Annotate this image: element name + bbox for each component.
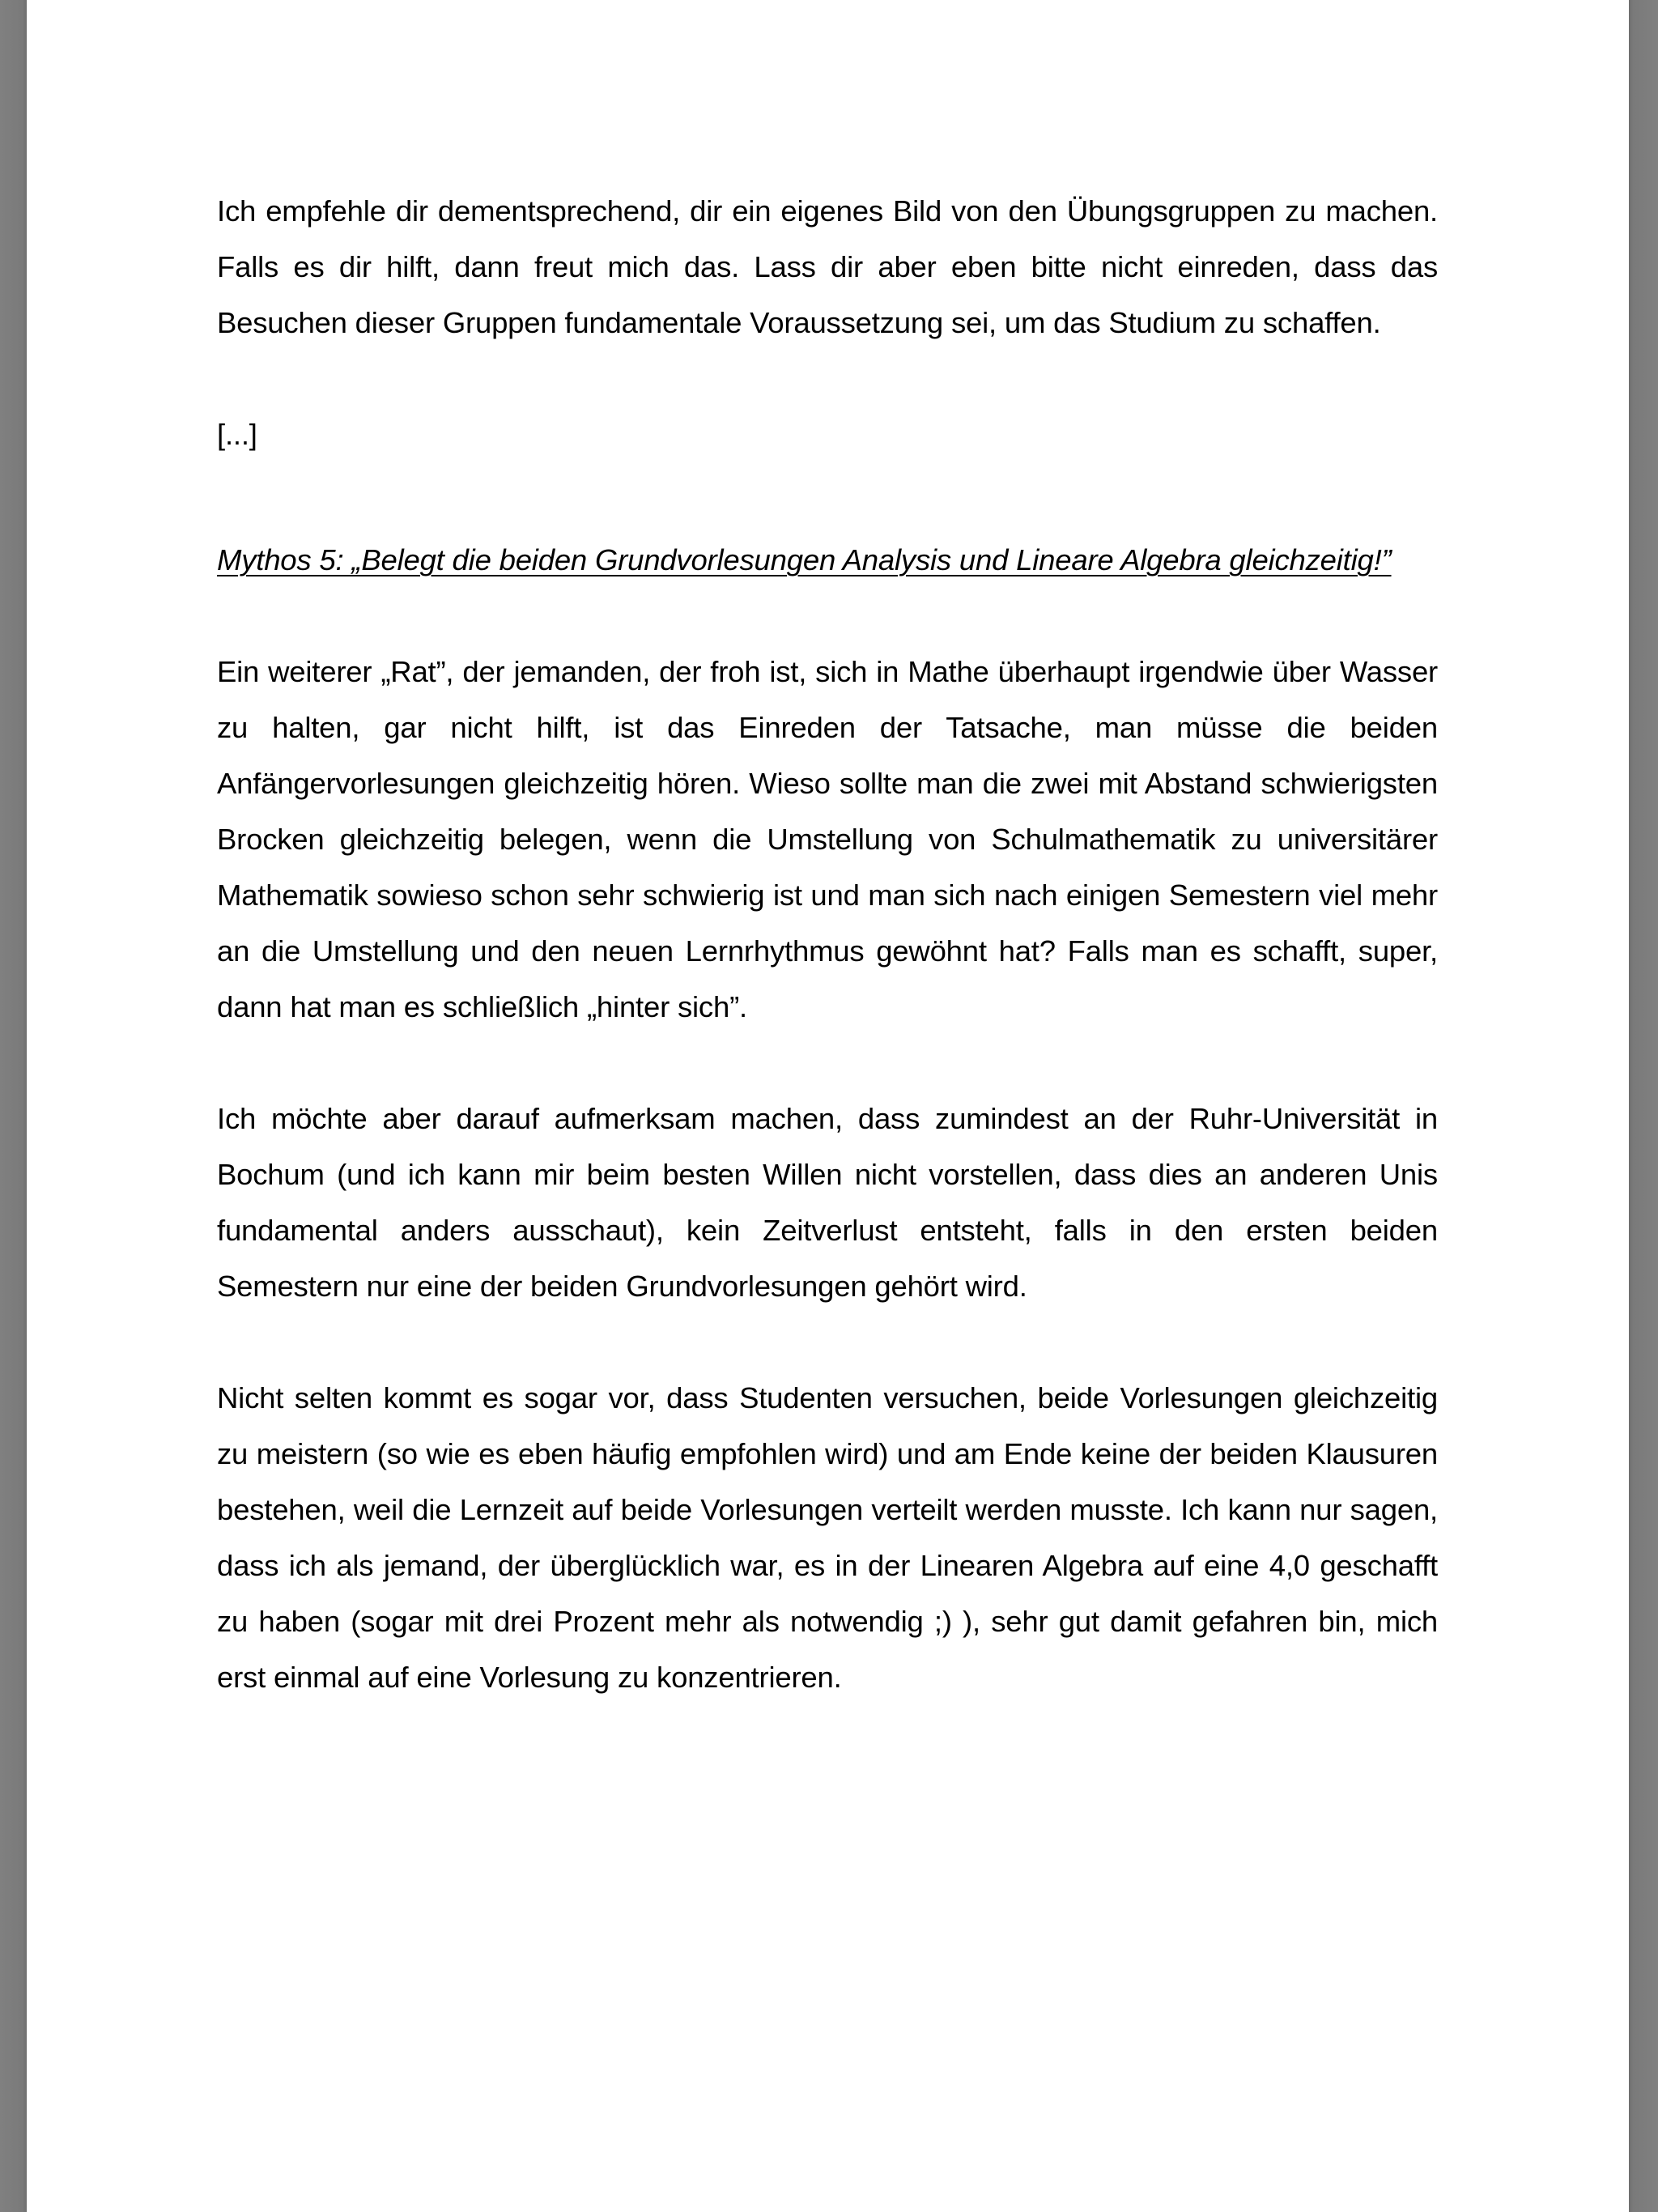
paragraph-nicht-selten: Nicht selten kommt es sogar vor, dass Studenten versuchen, beide Vorlesungen gleichzeitig zu meistern (so wie es eben häufig empfohlen wird) und am Ende keine der beiden Klausuren bestehen, weil die Lernzeit auf beide Vorlesungen verteilt werden musste. Ich kann nur sagen, dass ich als jemand, der überglücklich war, es in der Linearen Algebra auf eine 4,0 geschafft zu haben (sogar mit drei Prozent mehr als notwendig ;) ), sehr gut damit gefahren bin, mich erst einmal auf eine Vorlesung zu konzentrieren. <box>217 1381 1438 1694</box>
page-content <box>217 183 1438 1705</box>
paragraph-rat: Ein weiterer „Rat”, der jemanden, der froh ist, sich in Mathe überhaupt irgendwie über Wasser zu halten, gar nicht hilft, ist das Einreden der Tatsache, man müsse die beiden Anfängervorlesungen gleichzeitig hören. Wieso sollte man die zwei mit Abstand schwierigsten Brocken gleichzeitig belegen, wenn die Umstellung von Schulmathematik zu universitärer Mathematik sowieso schon sehr schwierig ist und man sich nach einigen Semestern viel mehr an die Umstellung und den neuen Lernrhythmus gewöhnt hat? Falls man es schafft, super, dann hat man es schließlich „hinter sich”. <box>217 655 1438 1023</box>
paragraph-uebungsgruppen: Ich empfehle dir dementsprechend, dir ein eigenes Bild von den Übungsgruppen zu machen. Falls es dir hilft, dann freut mich das. Lass dir aber eben bitte nicht einreden, dass das Besuchen dieser Gruppen fundamentale Voraussetzung sei, um das Studium zu schaffen. <box>217 194 1438 339</box>
section-heading-mythos-5: Mythos 5: „Belegt die beiden Grundvorlesungen Analysis und Lineare Algebra gleichzeitig!” <box>217 543 1392 576</box>
viewer-margin-left <box>0 0 27 2212</box>
document-page[interactable] <box>27 0 1629 2212</box>
paragraph-ruhr-universitaet: Ich möchte aber darauf aufmerksam machen, dass zumindest an der Ruhr-Universität in Bochum (und ich kann mir beim besten Willen nicht vorstellen, dass dies an anderen Unis fundamental anders ausschaut), kein Zeitverlust entsteht, falls in den ersten beiden Semestern nur eine der beiden Grundvorlesungen gehört wird. <box>217 1102 1438 1303</box>
omission-marker: [...] <box>217 418 257 451</box>
viewer-margin-right <box>1629 0 1658 2212</box>
